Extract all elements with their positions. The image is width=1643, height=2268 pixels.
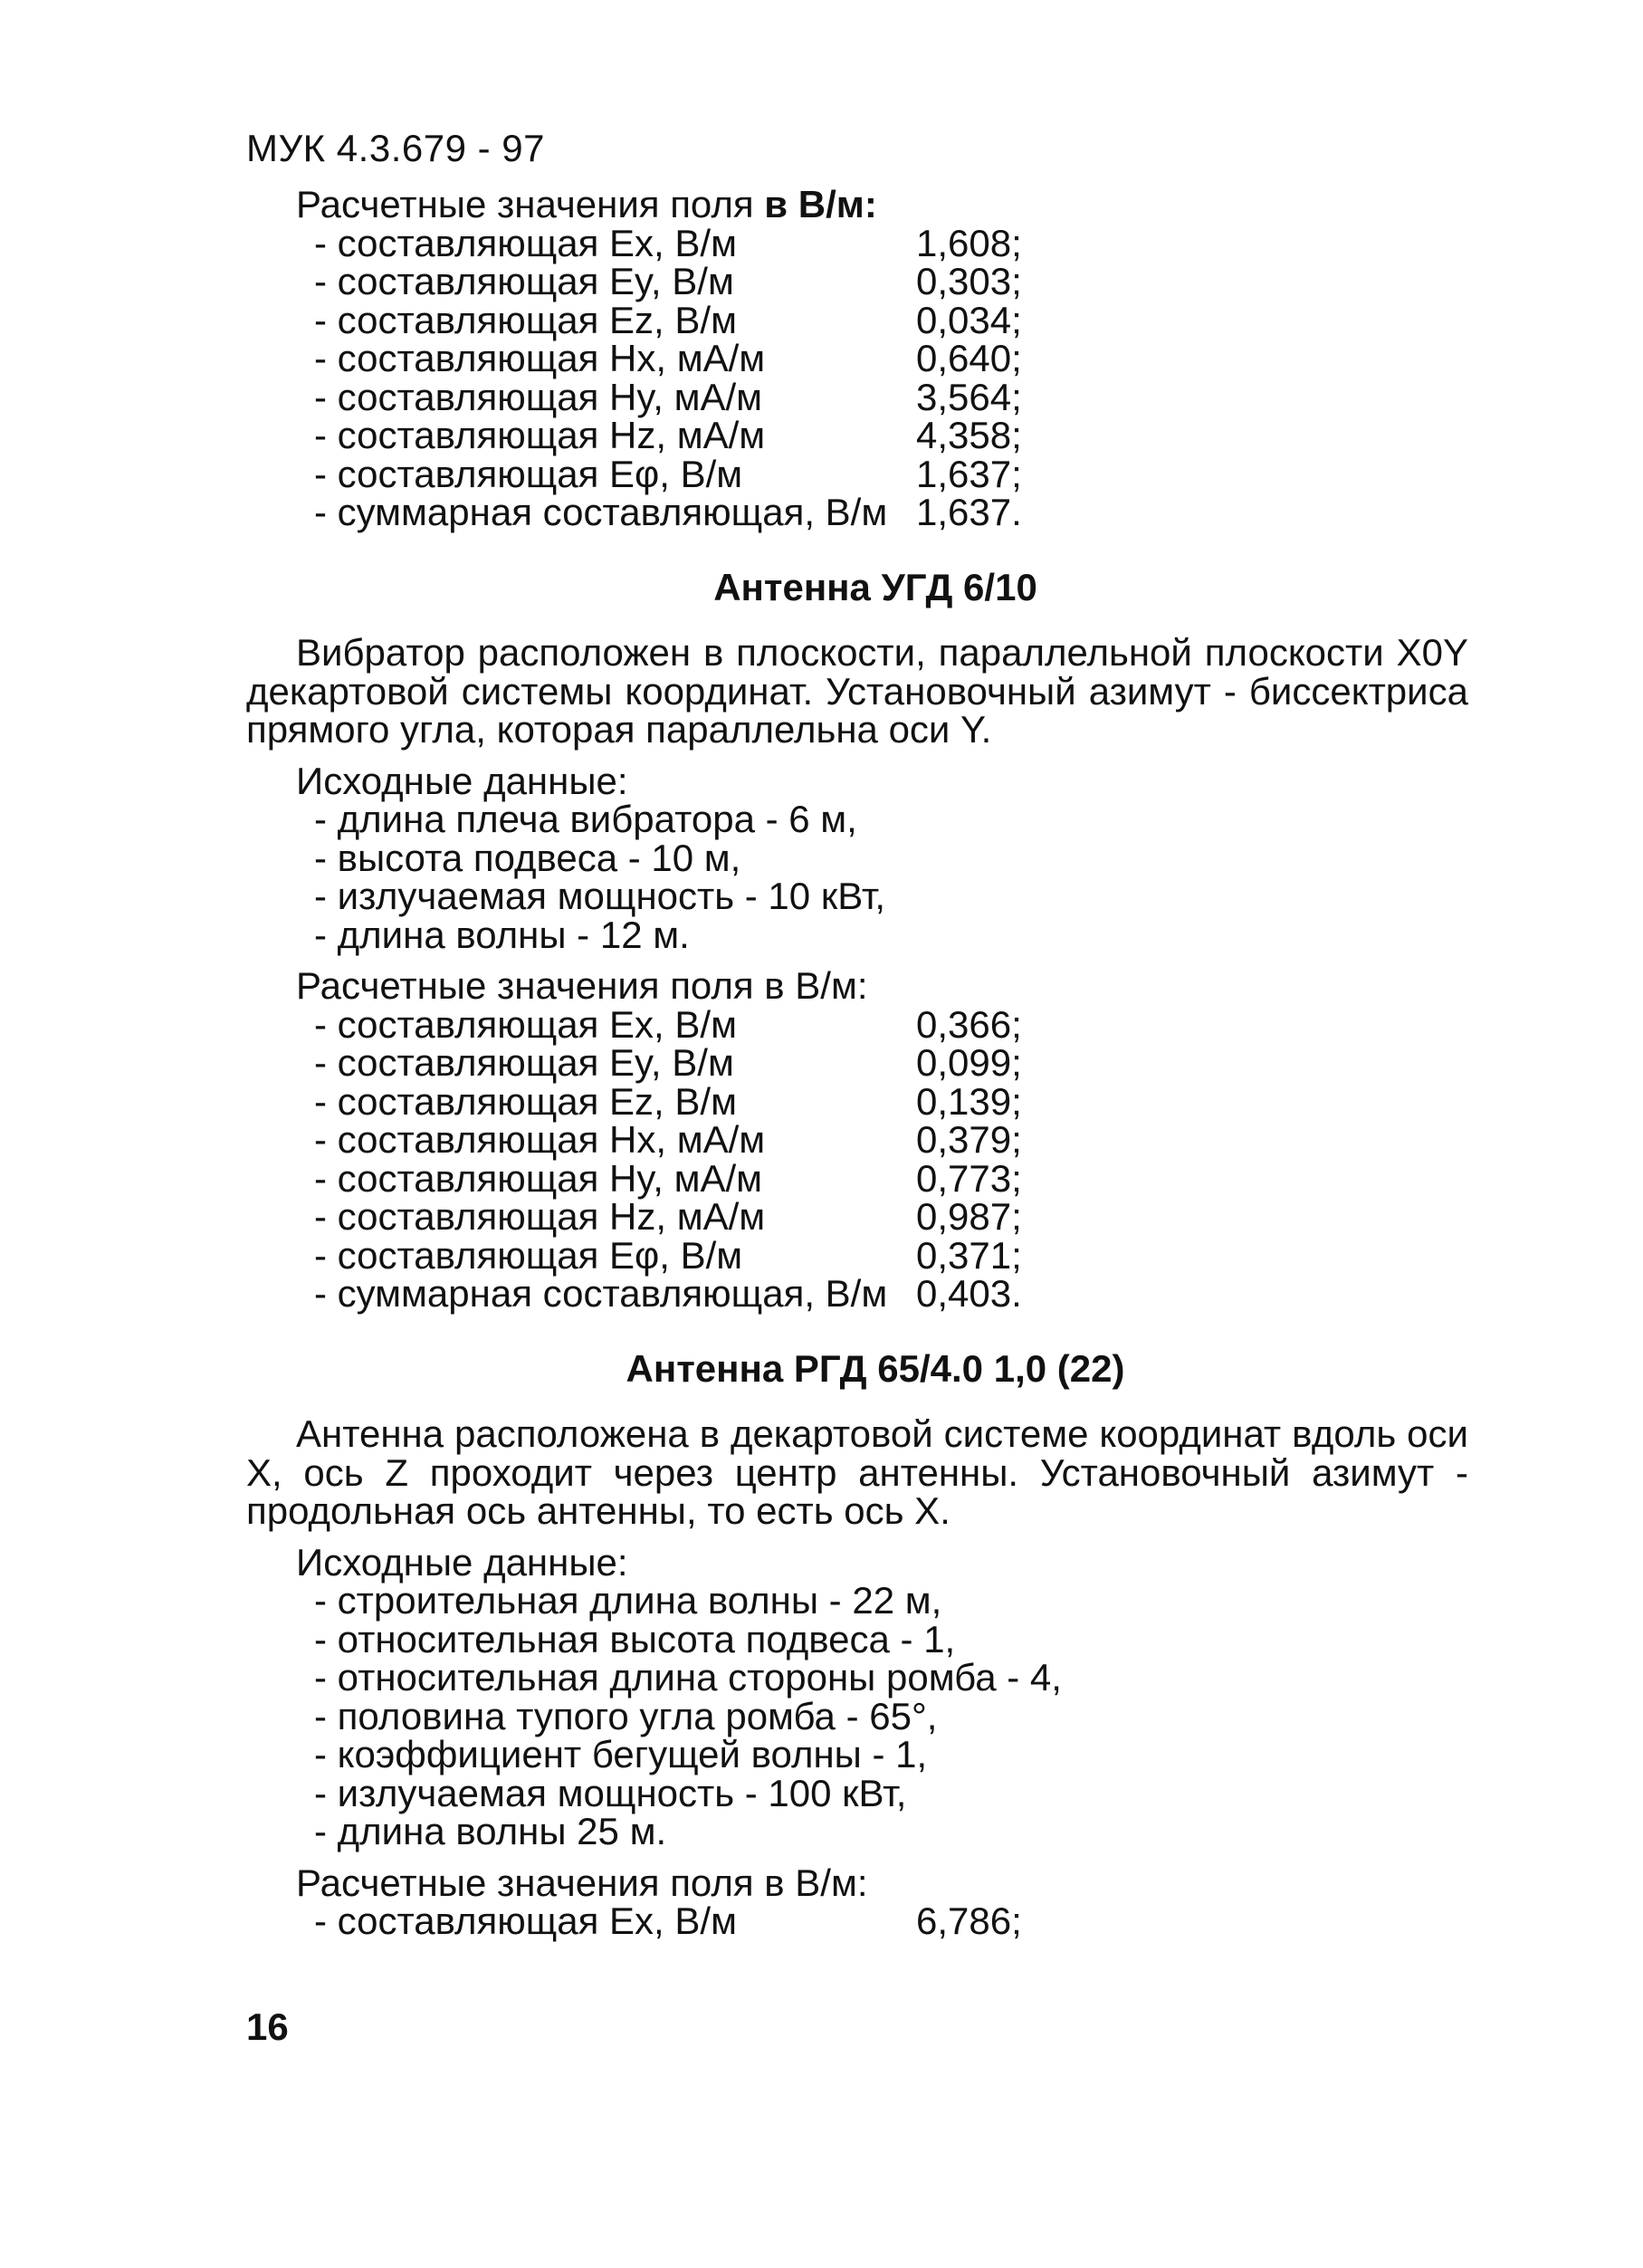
results-row [246,337,1468,379]
document-code: МУК 4.3.679 - 97 [246,127,545,169]
row-value: 1,608; [916,221,1022,264]
results-row [246,1233,1468,1277]
input-list-rgd [246,1579,1468,1852]
results-title-text: Расчетные значения поля [296,183,765,225]
results-row [246,1272,1468,1315]
results-row [246,1118,1468,1161]
row-value: 1,637. [916,491,1022,533]
input-item: - половина тупого угла ромба - 65°, [314,1694,938,1737]
results-list-ugd [246,1002,1468,1315]
results-row [246,1079,1468,1123]
results-title [246,183,1468,225]
input-item: - строительная длина волны - 22 м, [314,1579,942,1622]
results-row [246,298,1468,341]
results-row [246,260,1468,302]
page-number: 16 [246,2005,289,2048]
row-value: 0,640; [916,337,1022,379]
row-value: 0,303; [916,260,1022,302]
results-title-bold: в В/м: [764,183,877,225]
row-label: - суммарная составляющая, В/м [314,491,888,533]
row-label: - составляющая Ex, В/м [314,1900,737,1942]
results-row [246,1156,1468,1200]
row-label: - составляющая Hx, мА/м [314,337,766,379]
input-item: - длина плеча вибратора - 6 м, [314,798,857,840]
input-list-ugd [246,800,1468,954]
row-label: - составляющая Eφ, В/м [314,1233,743,1277]
results-row [246,1902,1468,1941]
results-row [246,221,1468,264]
row-label: - составляющая Ey, В/м [314,1041,734,1084]
row-label: - составляющая Hz, мА/м [314,414,766,456]
results-row [246,1002,1468,1046]
row-label: - составляющая Ez, В/м [314,298,737,341]
results-title-ugd: Расчетные значения поля в В/м: [296,964,868,1007]
row-value: 1,637; [916,452,1022,495]
row-value: 6,786; [916,1900,1022,1942]
section-description-rgd: Антенна расположена в декартовой системе координат вдоль оси X, ось Z проходит через центр антенны. Установочный азимут - продольная ось антенны, то есть ось X. [246,1412,1468,1532]
input-item: - излучаемая мощность - 100 кВт, [314,1771,907,1814]
section-heading-rgd: Антенна РГД 65/4.0 1,0 (22) [626,1346,1125,1390]
row-value: 0,099; [916,1041,1022,1084]
row-value: 0,403. [916,1272,1022,1315]
results-row [246,375,1468,418]
page-content [246,183,1468,1942]
results-row [246,416,1468,455]
row-value: 0,034; [916,298,1022,341]
input-title-ugd: Исходные данные: [296,759,628,802]
row-value: 0,773; [916,1156,1022,1200]
input-item: - длина волны 25 м. [314,1810,667,1852]
row-label: - суммарная составляющая, В/м [314,1272,888,1315]
results-row [246,1041,1468,1084]
input-item: - излучаемая мощность - 10 кВт, [314,875,886,917]
row-label: - составляющая Ez, В/м [314,1079,737,1123]
row-value: 0,379; [916,1118,1022,1161]
input-title-rgd: Исходные данные: [296,1540,628,1584]
row-value: 3,564; [916,375,1022,418]
row-value: 0,987; [916,1195,1022,1238]
row-label: - составляющая Ey, В/м [314,260,734,302]
results-row [246,1195,1468,1238]
input-item: - высота подвеса - 10 м, [314,836,741,879]
row-value: 0,371; [916,1233,1022,1277]
results-list-rgd [246,1902,1468,1941]
input-item: - коэффициент бегущей волны - 1, [314,1733,928,1775]
row-label: - составляющая Ex, В/м [314,1002,737,1046]
input-item: - относительная высота подвеса - 1, [314,1617,956,1660]
row-value: 0,139; [916,1079,1022,1123]
row-value: 4,358; [916,414,1022,456]
input-item: - длина волны - 12 м. [314,913,690,956]
row-value: 0,366; [916,1002,1022,1046]
results-row [246,493,1468,532]
input-item: - относительная длина стороны ромба - 4, [314,1656,1062,1699]
section-description-ugd: Вибратор расположен в плоскости, параллельной плоскости X0Y декартовой системы координат. Установочный азимут - биссектриса прямого угла, которая параллельна оси Y. [246,631,1468,751]
section-heading-ugd: Антенна УГД 6/10 [713,565,1037,608]
results-list [246,221,1468,533]
results-title-rgd: Расчетные значения поля в В/м: [296,1861,868,1904]
row-label: - составляющая Hz, мА/м [314,1195,766,1238]
row-label: - составляющая Eφ, В/м [314,452,743,495]
row-label: - составляющая Hy, мА/м [314,1156,763,1200]
row-label: - составляющая Hy, мА/м [314,375,763,418]
row-label: - составляющая Ex, В/м [314,221,737,264]
row-label: - составляющая Hx, мА/м [314,1118,766,1161]
results-row [246,452,1468,495]
